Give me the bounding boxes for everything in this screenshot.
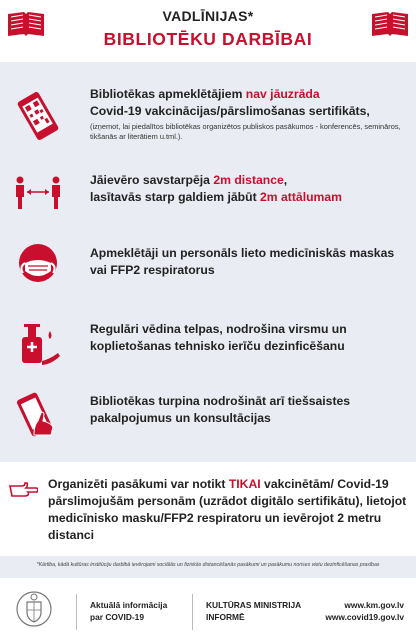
link-km[interactable]: www.km.gov.lv: [344, 600, 404, 610]
events-notice: [0, 462, 416, 556]
hand-sanitizer-icon: [12, 317, 64, 369]
footer-ministry: KULTŪRAS MINISTRIJA INFORMĒ: [206, 600, 302, 622]
link-covid19[interactable]: www.covid19.gov.lv: [325, 612, 404, 622]
footer: [0, 578, 416, 640]
footer-links: [325, 599, 404, 623]
coat-of-arms-icon: [12, 588, 56, 630]
divider: [76, 594, 77, 630]
footer-covid-info: Aktuālā informācija par COVID-19: [90, 600, 168, 622]
item-text: Bibliotēkas apmeklētājiem nav jāuzrāda Covid-19 vakcinācijas/pārslimošanas sertifikāts, (izņemot, lai piedalītos bibliotēkas organizētos publiskos pasākumos - konferencēs, semināros, tikšanās ar literātiem u.tml.).: [90, 87, 401, 141]
footnote: *Kārtība, kādā kultūras institūciju darbībā ievērojami sociālās un fiziskās distancēšanās pasākumi un pasākumu norises vietu dezinficēšanas prasības: [36, 562, 380, 568]
item-text: Jāievēro savstarpēja 2m distance, lasītavās starp galdiem jābūt 2m attālumam: [90, 173, 342, 204]
open-book-icon: [370, 10, 410, 40]
item-text: Bibliotēkas turpina nodrošināt arī tiešsaistes pakalpojumus un konsultācijas: [90, 394, 351, 425]
divider: [192, 594, 193, 630]
page-title: BIBLIOTĒKU DARBĪBAI: [103, 29, 313, 49]
smartphone-touch-icon: [12, 389, 64, 441]
notice-text: Organizēti pasākumi var notikt TIKAI vakcinētām/ Covid-19 pārslimojušām personām (uzrādot digitālo sertifikātu), lietojot medicīnisko masku/FFP2 respiratoru un ievērojot 2 metru distanci: [48, 477, 407, 542]
pointing-hand-icon: [8, 480, 38, 500]
title-top: VADLĪNIJAS*: [162, 8, 254, 24]
header: [0, 0, 416, 62]
item-text: Apmeklētāji un personāls lieto medicīniskās maskas vai FFP2 respiratorus: [90, 246, 395, 277]
item-text: Regulāri vēdina telpas, nodrošina virsmu un koplietošanas tehnisko ierīču dezinficēšanu: [90, 322, 347, 353]
face-mask-icon: [12, 237, 64, 289]
distance-people-icon: [12, 168, 64, 220]
qr-code-phone-icon: [12, 90, 64, 142]
